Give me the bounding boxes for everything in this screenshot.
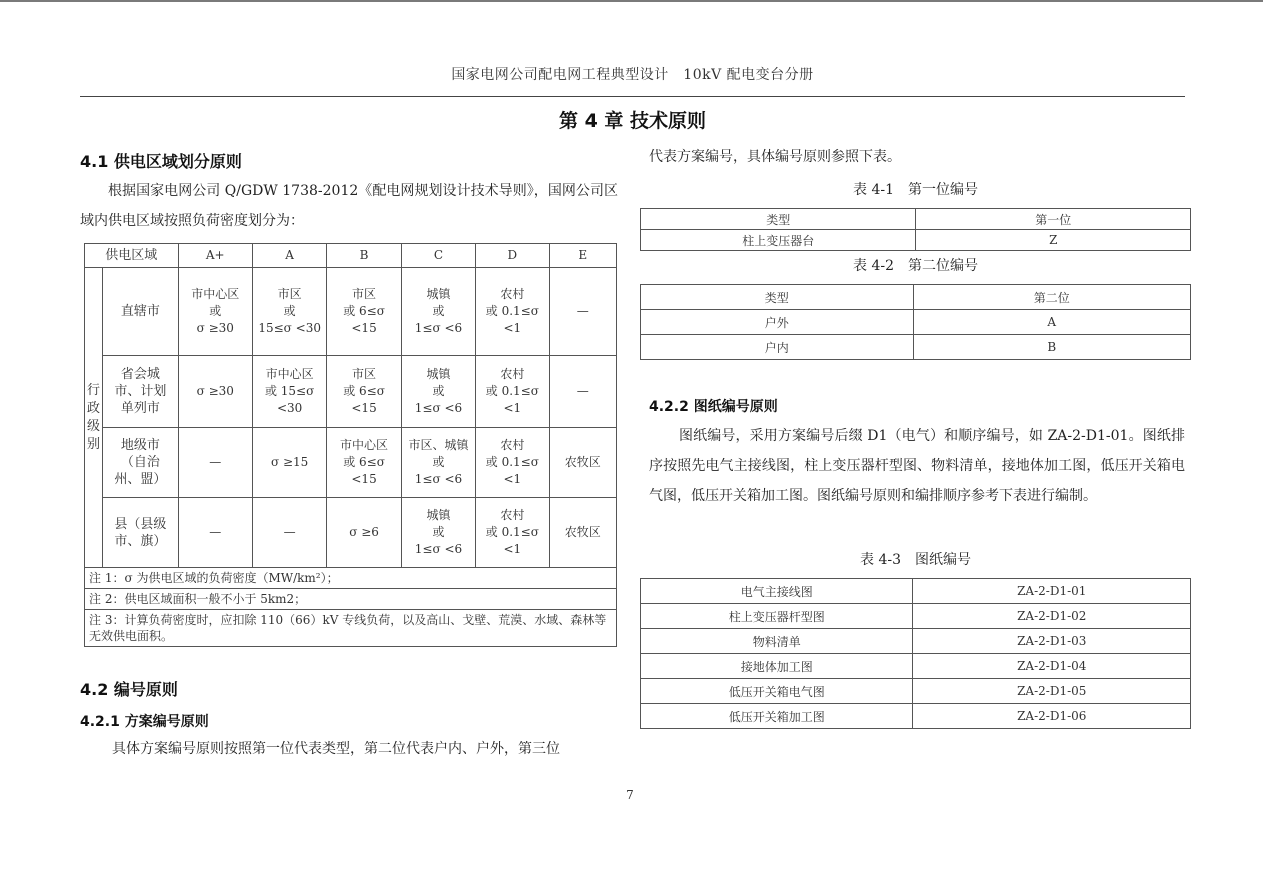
table-4-2-caption: 表 4-2 第二位编号 (853, 258, 978, 274)
cell-line: 农牧区 (564, 455, 601, 469)
admin-level-label (103, 356, 178, 428)
cell-line: 或 6≤σ (343, 384, 385, 398)
zone-table-row (85, 268, 617, 356)
zone-cell (252, 428, 326, 498)
zone-table-row (85, 498, 617, 568)
cell-line: 或 0.1≤σ (485, 455, 539, 469)
cell-line: 或 (432, 525, 445, 539)
admin-level-label (103, 268, 178, 356)
cell-line: — (209, 455, 222, 469)
cell-line: 城镇 (426, 287, 451, 301)
cell-line: <1 (503, 401, 522, 415)
cell-line: 市区 (352, 367, 377, 381)
zone-note-row (85, 610, 617, 647)
table-4-1 (640, 208, 1191, 251)
cell-line: 或 0.1≤σ (485, 525, 539, 539)
zone-table-header-row (85, 244, 617, 268)
group-label-char: 别 (87, 436, 101, 452)
cell-line: 农牧区 (564, 525, 601, 539)
drawing-number-cell: ZA-2-D1-02 (913, 604, 1191, 629)
zone-cell (252, 498, 326, 568)
table-row (641, 579, 1191, 604)
zone-col-header: A+ (178, 244, 252, 268)
cell-line: <15 (351, 321, 377, 335)
section-4-2-1-paragraph: 具体方案编号原则按照第一位代表类型，第二位代表户内、户外，第三位 (112, 741, 560, 757)
table-note: 注 1：σ 为供电区域的负荷密度（MW/km²）； (85, 568, 617, 589)
supply-zone-table (84, 243, 617, 647)
zone-cell (327, 498, 401, 568)
label-line: 市、计划 (114, 384, 167, 399)
cell-line: σ ≥15 (270, 455, 309, 469)
table-4-2 (640, 284, 1191, 360)
table-row (641, 230, 1191, 251)
cell-line: σ ≥6 (349, 525, 379, 539)
table-header-cell: 第一位 (916, 209, 1191, 230)
cell-line: 或 0.1≤σ (485, 384, 539, 398)
table-4-3-caption: 表 4-3 图纸编号 (860, 552, 971, 568)
table-4-1-header-row (641, 209, 1191, 230)
zone-cell (252, 268, 326, 356)
cell-line: 农村 (500, 438, 525, 452)
admin-level-label (103, 498, 178, 568)
label-line: （自治 (120, 455, 160, 470)
drawing-number-cell: ZA-2-D1-05 (913, 679, 1191, 704)
zone-col-header: A (252, 244, 326, 268)
zone-cell (476, 268, 549, 356)
cell-line: 或 (283, 304, 296, 318)
admin-level-label (103, 428, 178, 498)
section-4-1-paragraph: 根据国家电网公司 Q/GDW 1738-2012《配电网规划设计技术导则》，国网公司区域内供电区域按照负荷密度划分为： (80, 183, 618, 229)
zone-cell (401, 498, 475, 568)
header-divider (80, 96, 1185, 97)
table-cell: 户外 (641, 310, 914, 335)
drawing-number-cell: ZA-2-D1-03 (913, 629, 1191, 654)
zone-cell (178, 498, 252, 568)
zone-note-row (85, 568, 617, 589)
cell-line: 1≤σ <6 (414, 401, 463, 415)
cell-line: 农村 (500, 287, 525, 301)
group-label-char: 级 (87, 418, 101, 434)
cell-line: 市区 (277, 287, 302, 301)
cell-line: 农村 (500, 367, 525, 381)
zone-cell (178, 268, 252, 356)
table-cell: 户内 (641, 335, 914, 360)
zone-cell (327, 268, 401, 356)
zone-col-header: B (327, 244, 401, 268)
table-row (641, 604, 1191, 629)
cell-line: 1≤σ <6 (414, 542, 463, 556)
cell-line: 城镇 (426, 367, 451, 381)
table-row (641, 310, 1191, 335)
cell-line: <30 (276, 401, 303, 415)
zone-header-label: 供电区域 (85, 244, 179, 268)
table-header-cell: 第二位 (913, 285, 1191, 310)
top-border (0, 0, 1263, 2)
table-cell: B (913, 335, 1191, 360)
group-label-char: 行 (87, 382, 101, 398)
cell-line: 或 6≤σ (343, 455, 385, 469)
cell-line: — (209, 525, 222, 539)
cell-line: 或 6≤σ (343, 304, 385, 318)
cell-line: 市区 (352, 287, 377, 301)
section-4-2-heading: 4.2 编号原则 (80, 680, 178, 699)
zone-cell (178, 356, 252, 428)
zone-table-row (85, 428, 617, 498)
table-note: 注 2：供电区域面积一般不小于 5km2； (85, 589, 617, 610)
zone-col-header: E (549, 244, 616, 268)
cell-line: 15≤σ <30 (258, 321, 321, 335)
drawing-name-cell: 接地体加工图 (641, 654, 913, 679)
table-4-2-header-row (641, 285, 1191, 310)
drawing-name-cell: 柱上变压器杆型图 (641, 604, 913, 629)
cell-line: — (283, 525, 296, 539)
table-cell: Z (916, 230, 1191, 251)
group-label-char: 政 (87, 400, 101, 416)
section-4-2-2-heading: 4.2.2 图纸编号原则 (649, 399, 778, 415)
cell-line: σ ≥30 (196, 321, 234, 335)
cell-line: <15 (351, 472, 377, 486)
zone-cell (252, 356, 326, 428)
zone-col-header: C (401, 244, 475, 268)
zone-cell (549, 268, 616, 356)
label-line: 地级市 (120, 438, 160, 453)
cell-line: 或 0.1≤σ (485, 304, 539, 318)
drawing-number-cell: ZA-2-D1-01 (913, 579, 1191, 604)
cell-line: — (576, 304, 589, 318)
zone-cell (178, 428, 252, 498)
zone-cell (327, 356, 401, 428)
drawing-name-cell: 电气主接线图 (641, 579, 913, 604)
cell-line: 1≤σ <6 (414, 472, 463, 486)
drawing-name-cell: 低压开关箱加工图 (641, 704, 913, 729)
table-header-cell: 类型 (641, 209, 916, 230)
cell-line: 市区、城镇 (408, 438, 469, 452)
label-line: 单列市 (120, 401, 160, 416)
cell-line: <1 (503, 321, 522, 335)
label-line: 直辖市 (120, 304, 160, 319)
table-row (641, 629, 1191, 654)
cell-line: 市中心区 (265, 367, 314, 381)
cell-line: 农村 (500, 508, 525, 522)
zone-cell (476, 356, 549, 428)
table-cell: 柱上变压器台 (641, 230, 916, 251)
cell-line: <15 (351, 401, 377, 415)
page-number: 7 (626, 788, 634, 802)
label-line: 市、旗） (114, 533, 167, 549)
label-line: 县（县级 (114, 516, 167, 532)
zone-cell (401, 428, 475, 498)
cell-line: 或 (432, 304, 445, 318)
table-4-1-caption: 表 4-1 第一位编号 (853, 182, 978, 198)
zone-table-row (85, 356, 617, 428)
drawing-number-cell: ZA-2-D1-04 (913, 654, 1191, 679)
cell-line: 城镇 (426, 508, 451, 522)
table-note: 注 3：计算负荷密度时，应扣除 110（66）kV 专线负荷，以及高山、戈壁、荒漠、水域、森林等无效供电面积。 (85, 610, 617, 647)
cell-line: 1≤σ <6 (414, 321, 463, 335)
drawing-number-cell: ZA-2-D1-06 (913, 704, 1191, 729)
label-line: 省会城 (120, 367, 160, 382)
cell-line: <1 (503, 542, 522, 556)
drawing-name-cell: 物料清单 (641, 629, 913, 654)
section-4-2-2-paragraph: 图纸编号，采用方案编号后缀 D1（电气）和顺序编号，如 ZA-2-D1-01。图纸排序按照先电气主接线图，柱上变压器杆型图、物料清单，接地体加工图，低压开关箱电气图，低压开关箱加工图。图纸编号原则和编排顺序参考下表进行编制。 (649, 428, 1185, 504)
drawing-name-cell: 低压开关箱电气图 (641, 679, 913, 704)
cell-line: — (576, 384, 589, 398)
label-line: 州、盟） (114, 472, 167, 487)
zone-cell (549, 498, 616, 568)
table-row (641, 679, 1191, 704)
zone-cell (549, 356, 616, 428)
zone-col-header: D (476, 244, 549, 268)
admin-level-group-label (85, 268, 103, 568)
cell-line: <1 (503, 472, 522, 486)
cell-line: 或 (432, 384, 445, 398)
cell-line: 或 (209, 304, 222, 318)
cell-line: σ ≥30 (196, 384, 234, 398)
cell-line: 或 15≤σ (264, 384, 315, 398)
table-header-cell: 类型 (641, 285, 914, 310)
table-row (641, 704, 1191, 729)
table-row (641, 654, 1191, 679)
table-cell: A (913, 310, 1191, 335)
table-4-3 (640, 578, 1191, 729)
chapter-title: 第 4 章 技术原则 (558, 110, 707, 132)
zone-note-row (85, 589, 617, 610)
cell-line: 或 (432, 455, 445, 469)
zone-cell (401, 356, 475, 428)
zone-cell (327, 428, 401, 498)
zone-cell (401, 268, 475, 356)
table-row (641, 335, 1191, 360)
section-4-2-1-paragraph-continued: 代表方案编号，具体编号原则参照下表。 (649, 149, 901, 165)
section-4-1-heading: 4.1 供电区域划分原则 (80, 152, 242, 171)
zone-cell (476, 498, 549, 568)
zone-cell (549, 428, 616, 498)
section-4-2-1-heading: 4.2.1 方案编号原则 (80, 714, 209, 730)
cell-line: 市中心区 (340, 438, 389, 452)
cell-line: 市中心区 (191, 287, 240, 301)
zone-cell (476, 428, 549, 498)
running-header: 国家电网公司配电网工程典型设计 10kV 配电变台分册 (451, 67, 814, 83)
